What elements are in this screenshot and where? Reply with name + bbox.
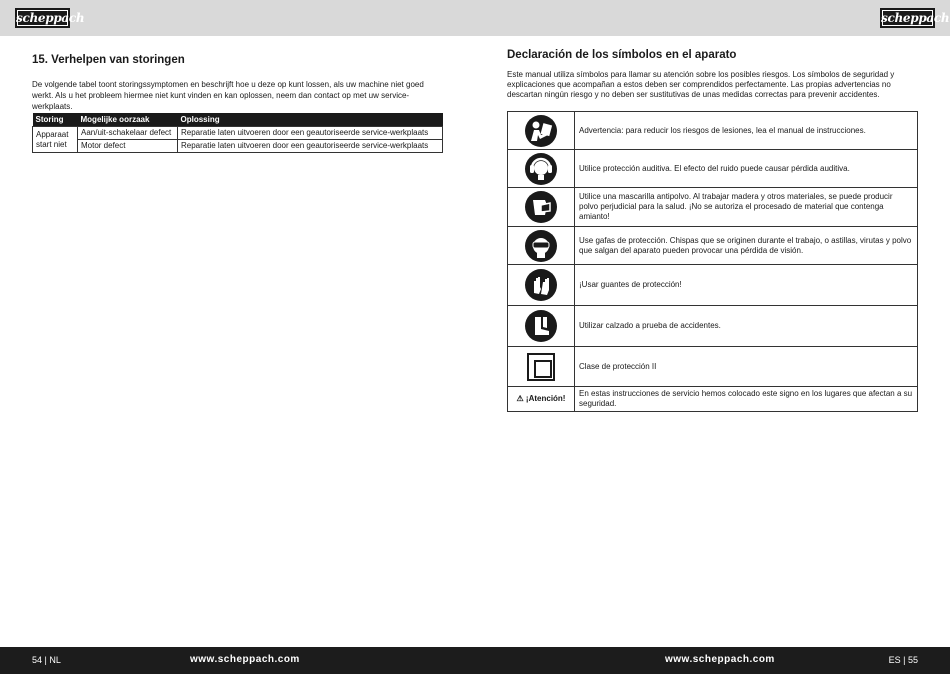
cause-cell: Aan/uit-schakelaar defect xyxy=(78,127,178,140)
symbol-description: Use gafas de protección. Chispas que se originen durante el trabajo, o astillas, virutas y polvo que salgan del aparato pueden provocar una pérdida de visión. xyxy=(575,227,918,265)
solution-cell: Reparatie laten uitvoeren door een geautoriseerde service-werkplaats xyxy=(178,127,443,140)
symbol-description: Utilice protección auditiva. El efecto del ruido puede causar pérdida auditiva. xyxy=(575,150,918,188)
fault-cell: Apparaat start niet xyxy=(33,127,78,153)
column-header: Mogelijke oorzaak xyxy=(78,113,178,127)
table-row xyxy=(508,387,918,412)
page-number: 54 | NL xyxy=(32,655,61,665)
section-title-troubleshooting: 15. Verhelpen van storingen xyxy=(32,54,185,66)
table-row xyxy=(508,227,918,265)
brand-logo: scheppach xyxy=(15,8,70,28)
gloves-icon xyxy=(525,269,557,301)
symbol-description: Utilice una mascarilla antipolvo. Al trabajar madera y otros materiales, se puede producir polvo perjudicial para la salud. ¡No se autoriza el procesado de material que contenga amianto! xyxy=(575,188,918,227)
attention-label: ⚠ ¡Atención! xyxy=(516,394,566,403)
table-row xyxy=(508,112,918,150)
table-row xyxy=(508,306,918,347)
dust-mask-icon xyxy=(525,191,557,223)
ear-protection-icon xyxy=(525,153,557,185)
footer-bar xyxy=(0,647,950,674)
attention-text: En estas instrucciones de servicio hemos colocado este signo en los lugares que afectan a su seguridad. xyxy=(575,387,918,412)
table-header-row xyxy=(33,113,443,127)
table-row xyxy=(33,140,443,153)
table-row xyxy=(33,127,443,140)
symbol-description: ¡Usar guantes de protección! xyxy=(575,265,918,306)
website-link[interactable]: www.scheppach.com xyxy=(190,654,300,665)
table-row xyxy=(508,188,918,227)
brand-logo: scheppach xyxy=(880,8,935,28)
read-manual-icon xyxy=(525,115,557,147)
column-header: Oplossing xyxy=(178,113,443,127)
symbols-intro: Este manual utiliza símbolos para llamar su atención sobre los posibles riesgos. Los símbolos de seguridad y explicaciones que acompañan a estos deben ser comprendidos perfectamente. Las propias advertencias no descartan ningún riesgo y no deben ser sustitutivas de unas medidas correctas para prevenir accidentes. xyxy=(507,70,895,99)
symbol-description: Clase de protección II xyxy=(575,347,918,387)
table-row xyxy=(508,265,918,306)
solution-cell: Reparatie laten uitvoeren door een geautoriseerde service-werkplaats xyxy=(178,140,443,153)
symbol-description: Utilizar calzado a prueba de accidentes. xyxy=(575,306,918,347)
symbols-table xyxy=(507,111,918,412)
cause-cell: Motor defect xyxy=(78,140,178,153)
page-number: ES | 55 xyxy=(888,655,918,665)
header-bar xyxy=(0,0,950,36)
table-row xyxy=(508,347,918,387)
troubleshooting-intro: De volgende tabel toont storingssymptomen en beschrijft hoe u deze op kunt lossen, als uw machine niet goed werkt. Als u het probleem hiermee niet kunt vinden en kan oplossen, neem dan contact op met uw service-werkplaats. xyxy=(32,80,424,111)
column-header: Storing xyxy=(33,113,78,127)
website-link[interactable]: www.scheppach.com xyxy=(665,654,775,665)
safety-goggles-icon xyxy=(525,230,557,262)
warning-triangle-icon: ⚠ xyxy=(516,394,524,403)
section-title-symbols: Declaración de los símbolos en el aparato xyxy=(507,49,737,61)
protection-class-ii-icon xyxy=(527,353,555,381)
safety-boots-icon xyxy=(525,310,557,342)
symbol-description: Advertencia: para reducir los riesgos de lesiones, lea el manual de instrucciones. xyxy=(575,112,918,150)
table-row xyxy=(508,150,918,188)
troubleshooting-table xyxy=(32,113,443,153)
